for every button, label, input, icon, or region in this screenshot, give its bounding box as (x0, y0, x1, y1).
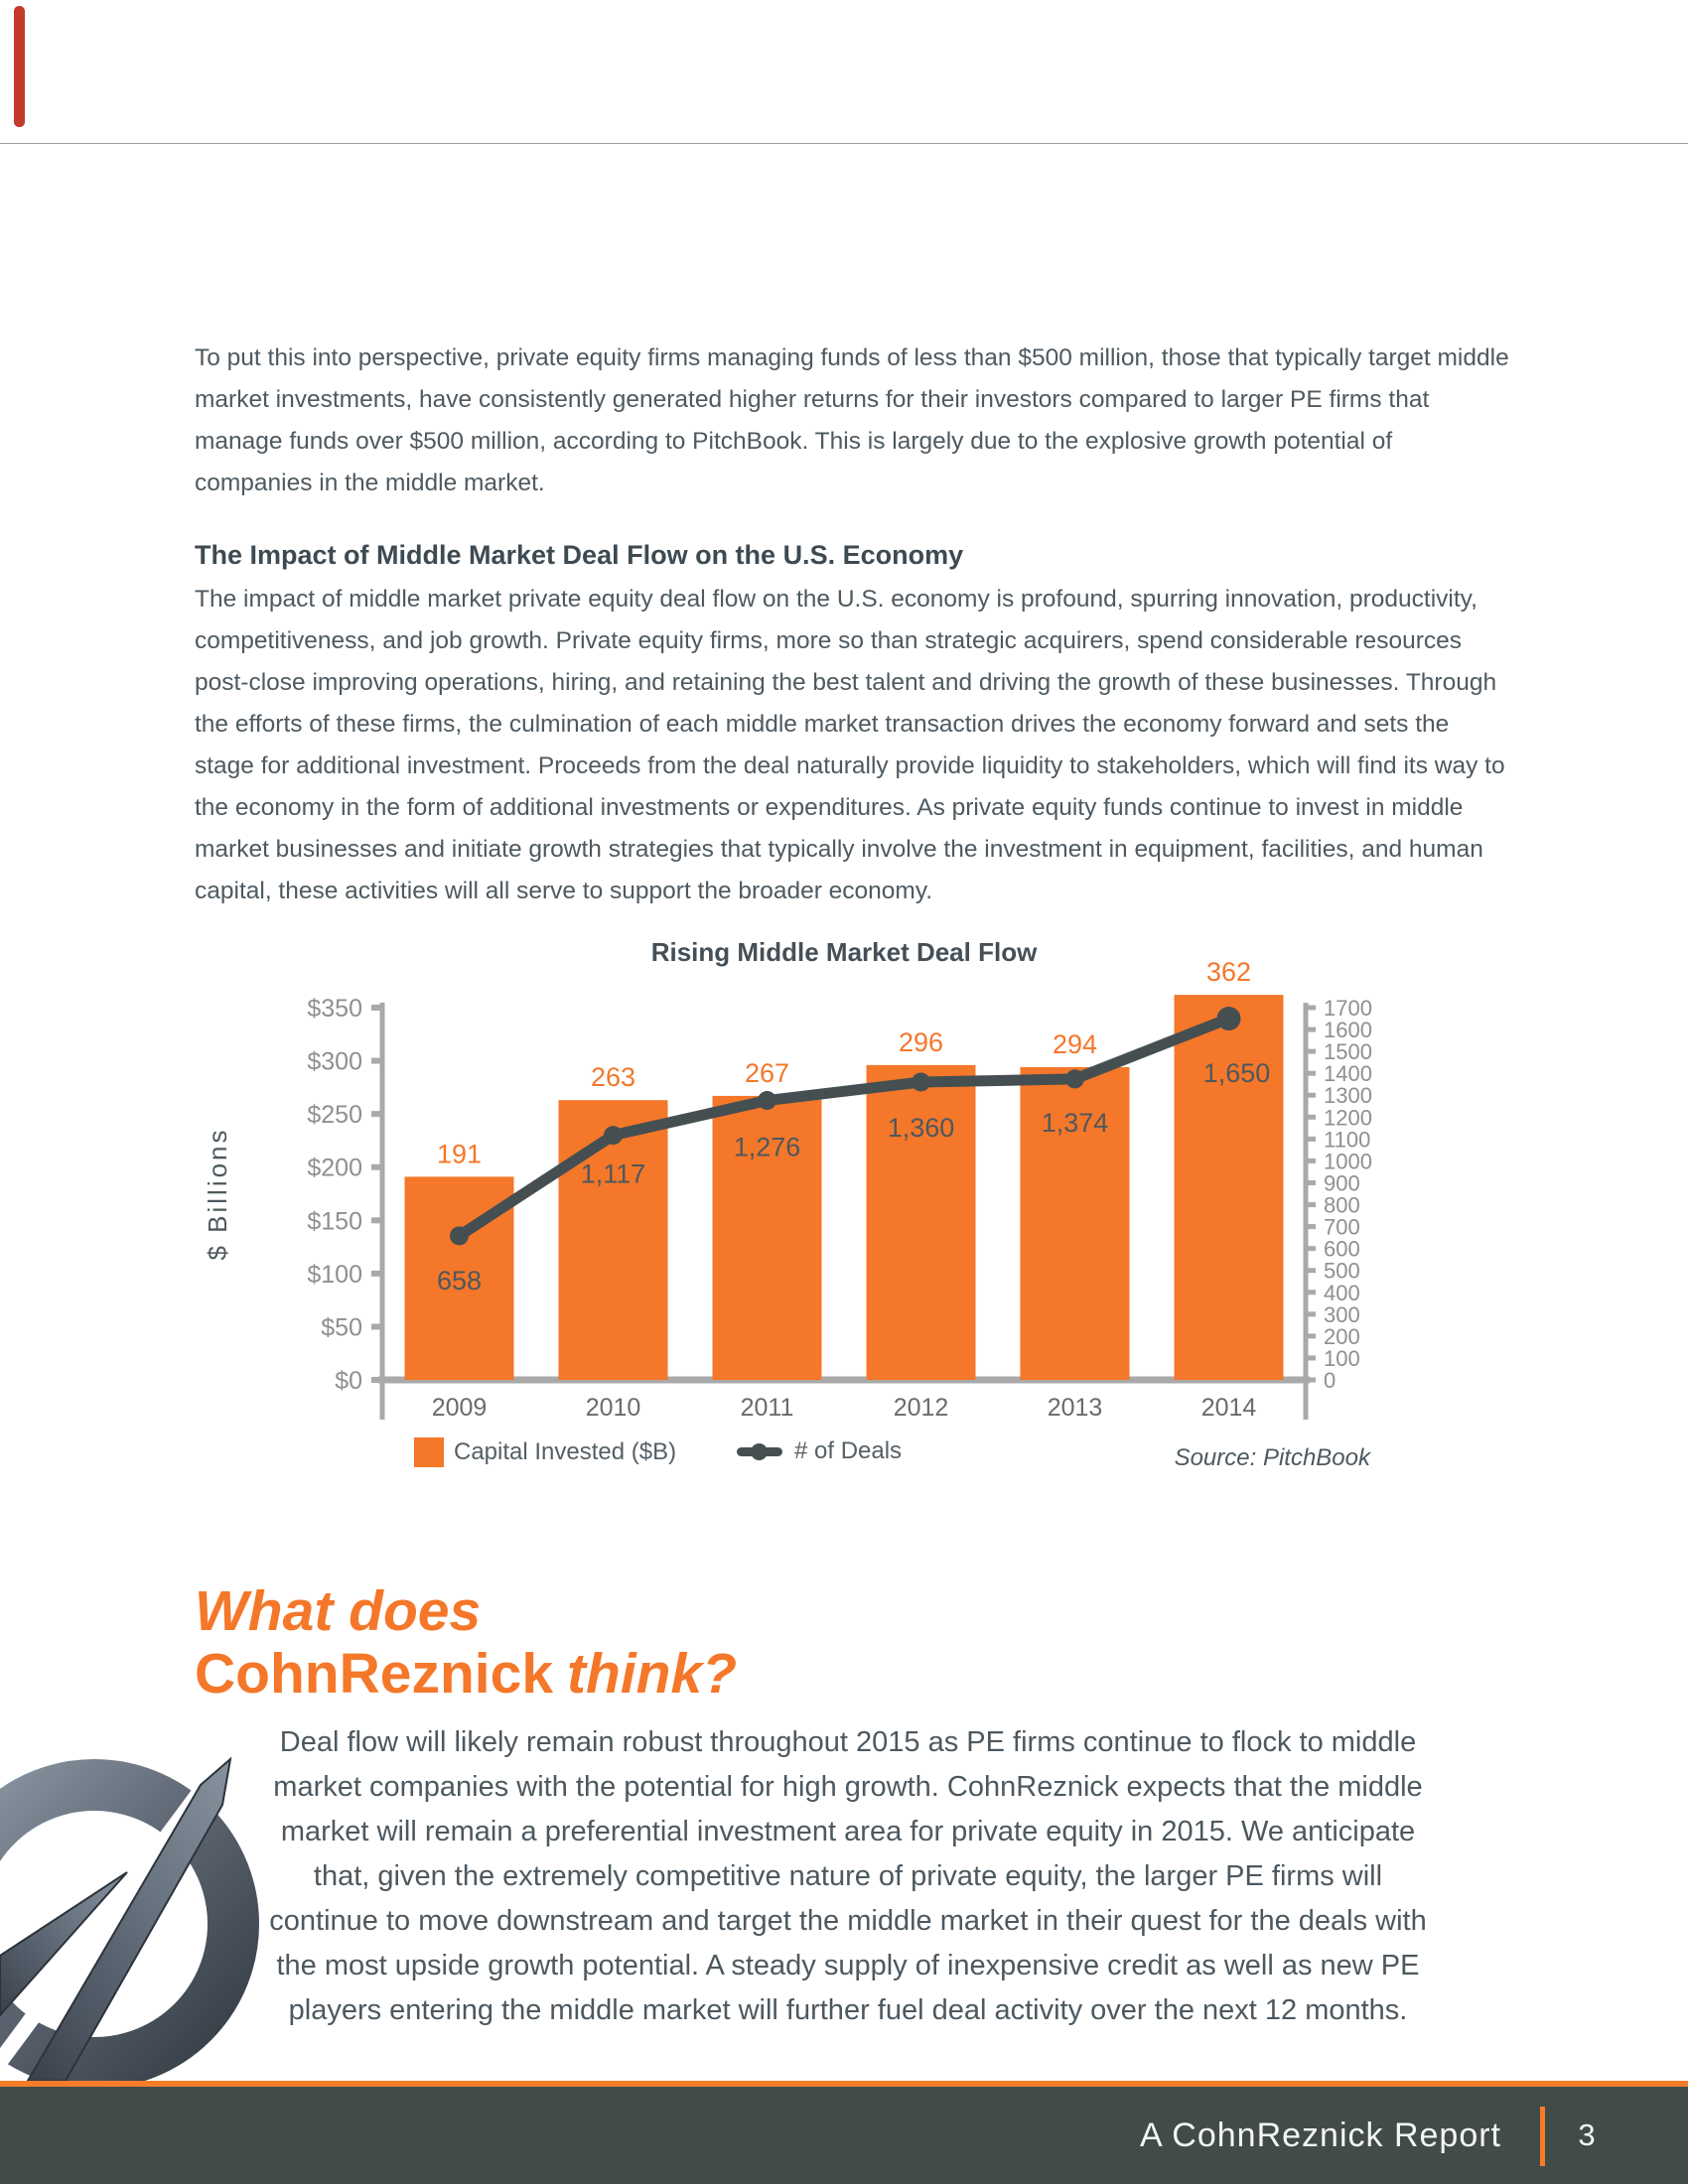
page-number: 3 (1578, 2117, 1596, 2152)
svg-text:1,374: 1,374 (1041, 1107, 1109, 1138)
svg-text:$350: $350 (307, 995, 362, 1023)
svg-text:700: 700 (1324, 1214, 1360, 1240)
svg-text:$250: $250 (307, 1101, 362, 1130)
svg-text:1600: 1600 (1324, 1018, 1372, 1043)
svg-text:1,650: 1,650 (1202, 1058, 1271, 1089)
chart-title: Rising Middle Market Deal Flow (650, 937, 1038, 967)
svg-text:294: 294 (1052, 1029, 1098, 1059)
red-edge-mark (14, 6, 25, 127)
line-marker-dot (751, 1443, 768, 1460)
section-heading: The Impact of Middle Market Deal Flow on the U.S. Economy (195, 540, 964, 570)
deal-flow-chart (199, 957, 1430, 1444)
header-divider-rule (0, 143, 1688, 149)
bar-series-swatch (414, 1437, 444, 1467)
svg-text:263: 263 (590, 1062, 636, 1093)
svg-text:100: 100 (1324, 1345, 1360, 1371)
svg-text:1200: 1200 (1324, 1105, 1372, 1131)
svg-text:300: 300 (1324, 1301, 1360, 1327)
line-series-marker (737, 1447, 782, 1456)
svg-text:1500: 1500 (1324, 1039, 1372, 1065)
svg-text:267: 267 (744, 1057, 790, 1088)
svg-text:2011: 2011 (740, 1394, 794, 1422)
svg-text:1100: 1100 (1324, 1127, 1371, 1153)
svg-text:200: 200 (1324, 1323, 1360, 1349)
svg-text:1,117: 1,117 (580, 1159, 646, 1189)
svg-text:$100: $100 (307, 1260, 362, 1289)
svg-text:2013: 2013 (1047, 1394, 1103, 1422)
svg-text:0: 0 (1324, 1368, 1336, 1393)
svg-text:1700: 1700 (1324, 996, 1372, 1021)
svg-text:2014: 2014 (1200, 1394, 1257, 1422)
svg-text:1400: 1400 (1324, 1061, 1372, 1087)
legend-label: # of Deals (794, 1437, 903, 1464)
intro-paragraph: To put this into perspective, private equity firms managing funds of less than $500 million, those that typically target middle market investments, have consistently generated higher returns for their investors compared to larger PE firms that manage funds over $500 million, according to PitchBook. This is largely due to the explosive growth potential of companies in the middle market. (195, 344, 1509, 496)
svg-text:500: 500 (1324, 1258, 1360, 1284)
svg-text:2010: 2010 (585, 1394, 641, 1422)
think-heading-line1: What does (195, 1579, 482, 1643)
svg-text:362: 362 (1205, 957, 1252, 988)
chart-source: Source: PitchBook (1174, 1444, 1370, 1471)
svg-text:$0: $0 (335, 1367, 362, 1395)
cohnreznick-logo-watermark (0, 1747, 334, 2081)
svg-text:191: 191 (436, 1139, 483, 1169)
svg-text:900: 900 (1324, 1170, 1360, 1196)
svg-text:$200: $200 (307, 1154, 362, 1182)
svg-text:$300: $300 (307, 1047, 362, 1076)
svg-text:$150: $150 (307, 1207, 362, 1236)
svg-text:1000: 1000 (1324, 1149, 1372, 1174)
svg-text:$ Billions: $ Billions (203, 1127, 232, 1261)
svg-text:658: 658 (436, 1265, 483, 1296)
svg-text:400: 400 (1324, 1280, 1360, 1305)
svg-text:296: 296 (898, 1026, 944, 1057)
footer-report-label: A CohnReznick Report (1140, 2116, 1501, 2154)
think-heading-brand: CohnReznick (195, 1642, 554, 1706)
svg-text:1300: 1300 (1324, 1083, 1372, 1109)
legend-item-capital-invested (414, 1437, 676, 1467)
think-heading-think: think? (567, 1642, 738, 1706)
think-heading (195, 1580, 737, 1706)
footer-divider (1540, 2107, 1545, 2166)
svg-text:800: 800 (1324, 1192, 1360, 1218)
legend-label: Capital Invested ($B) (454, 1438, 677, 1465)
svg-text:600: 600 (1324, 1236, 1360, 1262)
svg-text:2012: 2012 (893, 1394, 949, 1422)
section-paragraph: The impact of middle market private equity deal flow on the U.S. economy is profound, spurring innovation, productivity, competitiveness, and job growth. Private equity firms, more so than strategic acquirers, spend considerable resources post-close improving operations, hiring, and retaining the best talent and driving the growth of these businesses. Through the efforts of these firms, the culmination of each middle market transaction drives the economy forward and sets the stage for additional investment. Proceeds from the deal naturally provide liquidity to stakeholders, which will find its way to the economy in the form of additional investments or expenditures. As private equity funds continue to invest in middle market businesses and initiate growth strategies that typically involve the investment in equipment, facilities, and human capital, these activities will all serve to support the broader economy. (195, 586, 1505, 904)
svg-text:1,276: 1,276 (733, 1132, 801, 1162)
legend-item-num-deals (737, 1437, 902, 1465)
svg-text:1,360: 1,360 (887, 1113, 955, 1143)
svg-text:$50: $50 (321, 1313, 362, 1342)
think-paragraph: Deal flow will likely remain robust throughout 2015 as PE firms continue to flock to middle market companies with the potential for high growth. CohnReznick expects that the middle market will remain a preferential investment area for private equity in 2015. We anticipate that, given the extremely competitive nature of private equity, the larger PE firms will continue to move downstream and target the middle market in their quest for the deals with the most upside growth potential. A steady supply of inexpensive credit as well as new PE players entering the middle market will further fuel deal activity over the next 12 months. (269, 1726, 1427, 2026)
svg-text:2009: 2009 (431, 1394, 488, 1422)
